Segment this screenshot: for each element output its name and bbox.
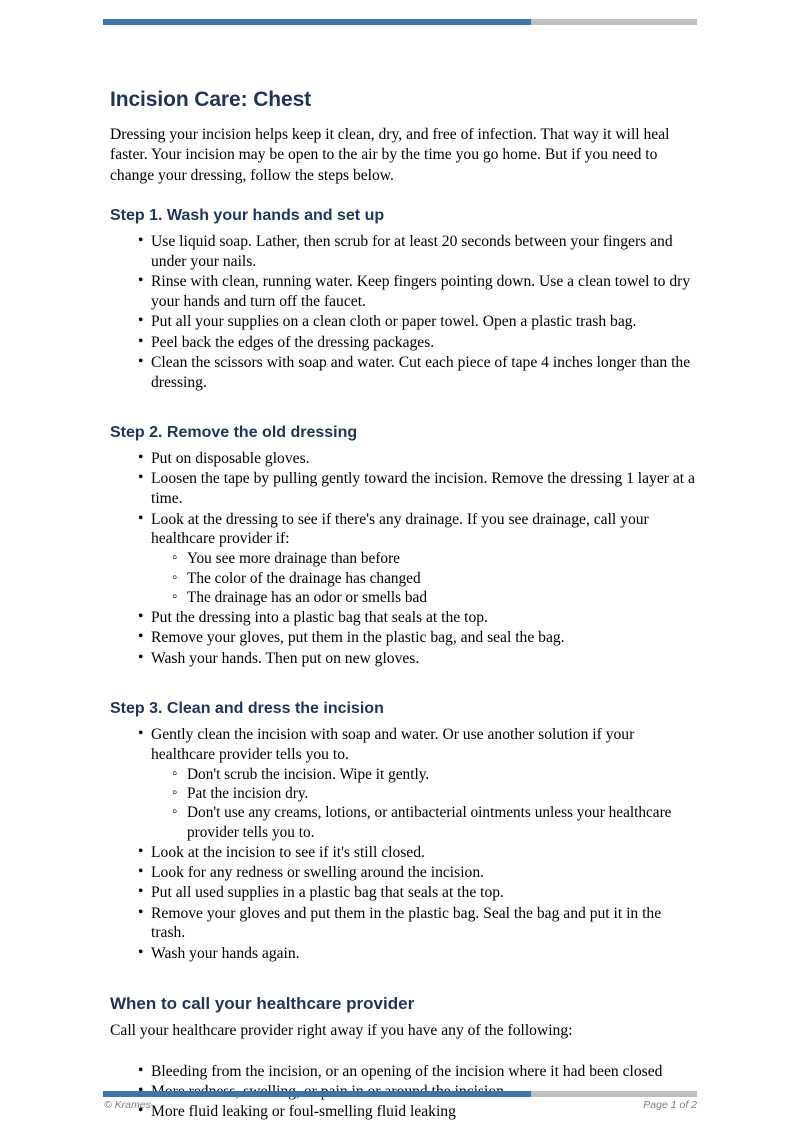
list-item: • Bleeding from the incision, or an opening of the incision where it had been closed: [110, 1062, 698, 1082]
sub-list-item: ◦ Don't scrub the incision. Wipe it gently.: [151, 765, 698, 784]
sub-bullet-list: [151, 549, 698, 607]
sub-list-item: ◦ Don't use any creams, lotions, or antibacterial ointments unless your healthcare provider tells you to.: [151, 803, 698, 842]
list-item: • Remove your gloves and put them in the plastic bag. Seal the bag and put it in the trash.: [110, 904, 698, 944]
spacer: [110, 1050, 698, 1062]
section-step-2: [110, 423, 698, 668]
spacer: [110, 393, 698, 423]
list-item: • Look at the incision to see if it's still closed.: [110, 843, 698, 863]
list-item: • Wash your hands again.: [110, 944, 698, 964]
footer-rule-blue-segment: [103, 1091, 531, 1097]
list-item: [110, 725, 698, 842]
document-content: [110, 88, 698, 1123]
footer-copyright: © Krames: [104, 1099, 151, 1111]
list-item-text: Gently clean the incision with soap and water. Or use another solution if your healthcare provider tells you to.: [151, 726, 635, 763]
list-item: • Put all used supplies in a plastic bag that seals at the top.: [110, 883, 698, 903]
list-item: • Rinse with clean, running water. Keep fingers pointing down. Use a clean towel to dry your hands and turn off the faucet.: [110, 272, 698, 312]
sub-list-item: ◦ The drainage has an odor or smells bad: [151, 588, 698, 607]
section-step-3: [110, 699, 698, 964]
footer-rule: [103, 1091, 697, 1097]
section-heading-step-2: Step 2. Remove the old dressing: [110, 424, 358, 441]
when-to-call-intro: Call your healthcare provider right away if you have any of the following:: [110, 1022, 573, 1040]
list-item: • Peel back the edges of the dressing packages.: [110, 333, 698, 353]
sub-bullet-list: [151, 765, 698, 843]
spacer: [110, 194, 698, 206]
bullet-list-step-2: [110, 449, 698, 668]
list-item: • Loosen the tape by pulling gently toward the incision. Remove the dressing 1 layer at a time.: [110, 469, 698, 509]
section-heading-when-to-call: When to call your healthcare provider: [110, 994, 415, 1014]
spacer: [110, 964, 698, 994]
list-item: • More fluid leaking or foul-smelling fluid leaking: [110, 1102, 698, 1122]
bullet-list-step-3: [110, 725, 698, 964]
list-item: • Put on disposable gloves.: [110, 449, 698, 469]
header-rule-blue-segment: [103, 19, 531, 25]
section-step-1: [110, 206, 698, 393]
sub-list-item: ◦ You see more drainage than before: [151, 549, 698, 568]
list-item-text: Look at the dressing to see if there's any drainage. If you see drainage, call your healthcare provider if:: [151, 510, 649, 548]
list-item: • Put the dressing into a plastic bag that seals at the top.: [110, 608, 698, 628]
sub-list-item: ◦ The color of the drainage has changed: [151, 569, 698, 588]
footer-rule-gray-segment: [531, 1091, 697, 1097]
list-item: • Put all your supplies on a clean cloth or paper towel. Open a plastic trash bag.: [110, 312, 698, 332]
footer-page-number: Page 1 of 2: [643, 1099, 697, 1111]
header-rule: [103, 19, 697, 25]
list-item: • Use liquid soap. Lather, then scrub for at least 20 seconds between your fingers and under your nails.: [110, 232, 698, 272]
list-item: [110, 510, 698, 608]
list-item: • Clean the scissors with soap and water. Cut each piece of tape 4 inches longer than the dressing.: [110, 353, 698, 393]
list-item: • Wash your hands. Then put on new gloves.: [110, 649, 698, 669]
sub-list-item: ◦ Pat the incision dry.: [151, 784, 698, 803]
list-item: • Look for any redness or swelling around the incision.: [110, 863, 698, 883]
intro-paragraph: Dressing your incision helps keep it clean, dry, and free of infection. That way it will heal faster. Your incision may be open to the air by the time you go home. But if you need to change your dressing, follow the steps below.: [110, 126, 670, 184]
bullet-list-step-1: [110, 232, 698, 392]
section-heading-step-3: Step 3. Clean and dress the incision: [110, 699, 384, 717]
spacer: [110, 669, 698, 699]
header-rule-gray-segment: [531, 19, 697, 25]
page-title: Incision Care: Chest: [110, 88, 312, 111]
list-item: • Remove your gloves, put them in the plastic bag, and seal the bag.: [110, 628, 698, 648]
section-heading-step-1: Step 1. Wash your hands and set up: [110, 206, 385, 224]
